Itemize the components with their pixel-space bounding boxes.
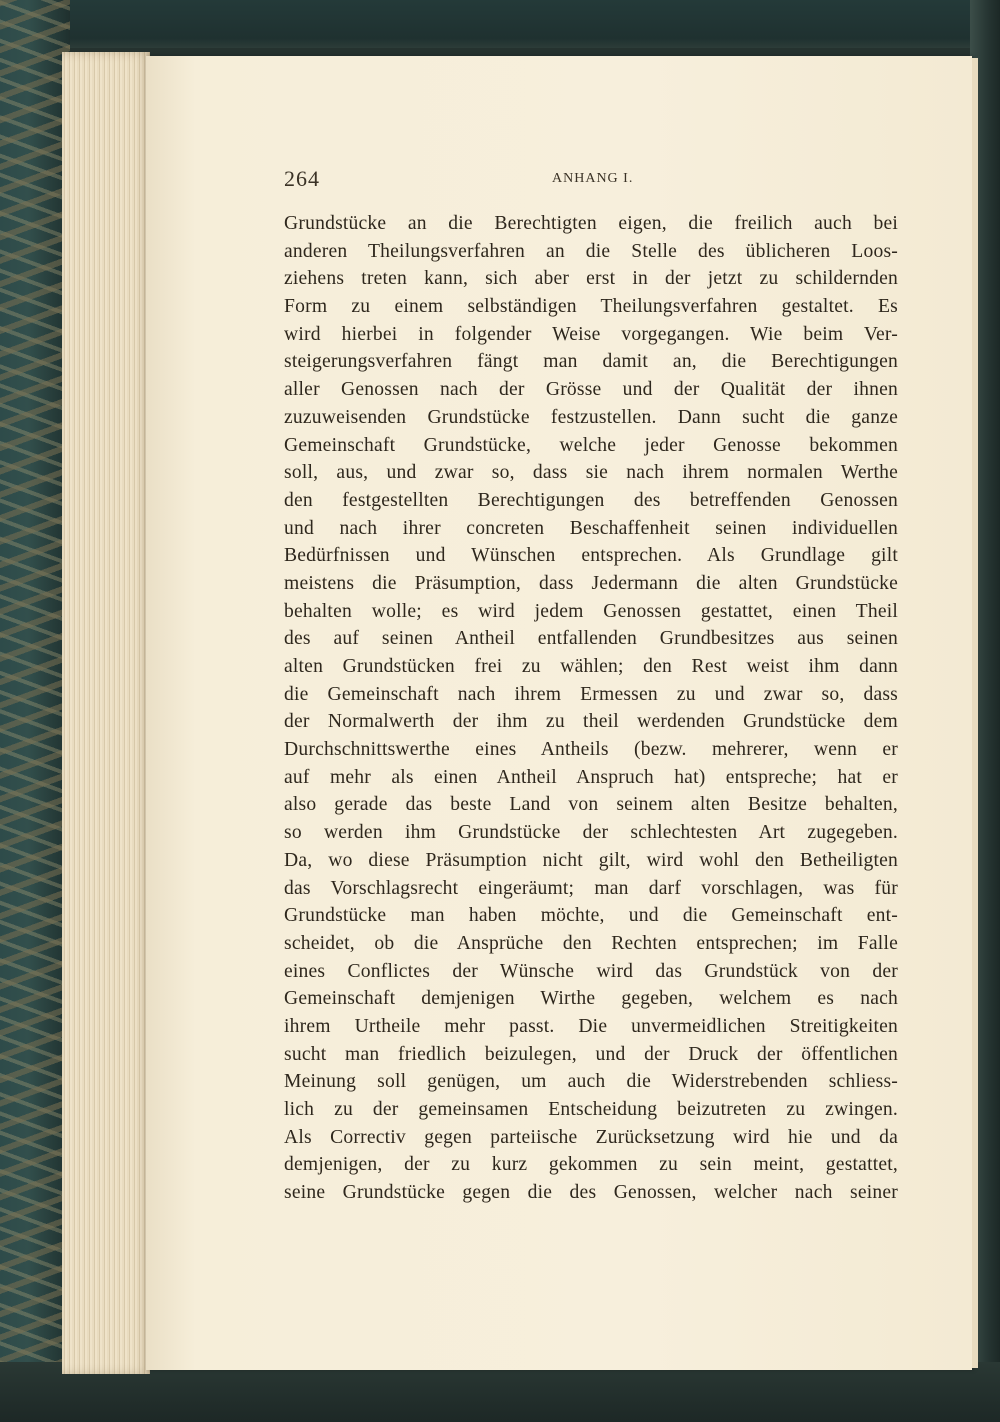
- text-line: anderen Theilungsverfahren an die Stelle des üblicheren Loos-: [284, 240, 898, 262]
- page-right-edge: [972, 58, 978, 1368]
- text-line: Grundstücke man haben möchte, und die Gemeinschaft ent-: [284, 905, 898, 927]
- text-line: den festgestellten Berechtigungen des betreffenden Genossen: [284, 489, 898, 511]
- text-line: Als Correctiv gegen parteiische Zurücksetzung wird hie und da: [284, 1126, 898, 1148]
- marbled-cover-left: [0, 0, 70, 1422]
- book-cover-bottom: [0, 1362, 1000, 1422]
- text-line: Durchschnittswerthe eines Antheils (bezw. mehrerer, wenn er: [284, 739, 898, 761]
- page-stack-edge: [62, 52, 150, 1374]
- text-line: alten Grundstücken frei zu wählen; den Rest weist ihm dann: [284, 656, 898, 677]
- text-line: des auf seinen Antheil entfallenden Grundbesitzes aus seinen: [284, 628, 898, 650]
- text-line: der Normalwerth der ihm zu theil werdenden Grundstücke dem: [284, 711, 898, 733]
- text-line: soll, aus, und zwar so, dass sie nach ihrem normalen Werthe: [284, 462, 898, 484]
- text-line: steigerungsverfahren fängt man damit an, die Berechtigungen: [284, 351, 898, 373]
- running-head-title: ANHANG I.: [552, 171, 634, 186]
- text-line: Bedürfnissen und Wünschen entsprechen. Als Grundlage gilt: [284, 545, 898, 567]
- text-line: auf mehr als einen Antheil Anspruch hat) entspreche; hat er: [284, 766, 898, 788]
- text-line: demjenigen, der zu kurz gekommen zu sein meint, gestattet,: [284, 1154, 898, 1176]
- text-line: ihrem Urtheile mehr passt. Die unvermeidlichen Streitigkeiten: [284, 1015, 898, 1037]
- text-line: so werden ihm Grundstücke der schlechtesten Art zugegeben.: [284, 822, 898, 844]
- text-line: das Vorschlagsrecht eingeräumt; man darf vorschlagen, was für: [284, 877, 898, 899]
- text-line: meistens die Präsumption, dass Jedermann die alten Grundstücke: [284, 572, 898, 594]
- text-line: wird hierbei in folgender Weise vorgegangen. Wie beim Ver-: [284, 323, 898, 345]
- text-line: Da, wo diese Präsumption nicht gilt, wird wohl den Betheiligten: [284, 849, 898, 871]
- page-number: 264: [284, 166, 320, 191]
- text-line: also gerade das beste Land von seinem alten Besitze behalten,: [284, 794, 898, 816]
- text-line: ziehens treten kann, sich aber erst in der jetzt zu schildernden: [284, 268, 898, 290]
- text-line: eines Conflictes der Wünsche wird das Grundstück von der: [284, 960, 898, 982]
- book-cover-top: [0, 0, 1000, 48]
- text-line: scheidet, ob die Ansprüche den Rechten entsprechen; im Falle: [284, 932, 898, 954]
- text-line: Meinung soll genügen, um auch die Widerstrebenden schliess-: [284, 1071, 898, 1093]
- text-line: sucht man friedlich beizulegen, und der Druck der öffentlichen: [284, 1043, 898, 1065]
- text-line: Gemeinschaft Grundstücke, welche jeder Genosse bekommen: [284, 434, 898, 456]
- running-head: [284, 166, 898, 196]
- text-line: behalten wolle; es wird jedem Genossen gestattet, einen Theil: [284, 600, 898, 622]
- text-line: zuzuweisenden Grundstücke festzustellen. Dann sucht die ganze: [284, 406, 898, 428]
- text-line: Form zu einem selbständigen Theilungsverfahren gestaltet. Es: [284, 296, 898, 318]
- text-line: Grundstücke an die Berechtigten eigen, die freilich auch bei: [284, 213, 898, 234]
- text-line: seine Grundstücke gegen die des Genossen, welcher nach seiner: [284, 1182, 898, 1204]
- body-text: [284, 210, 898, 1207]
- text-line: aller Genossen nach der Grösse und der Qualität der ihnen: [284, 379, 898, 401]
- text-line: die Gemeinschaft nach ihrem Ermessen zu und zwar so, dass: [284, 683, 898, 705]
- text-line: und nach ihrer concreten Beschaffenheit seinen individuellen: [284, 517, 898, 539]
- text-line: lich zu der gemeinsamen Entscheidung beizutreten zu zwingen.: [284, 1099, 898, 1120]
- text-line: Gemeinschaft demjenigen Wirthe gegeben, welchem es nach: [284, 988, 898, 1010]
